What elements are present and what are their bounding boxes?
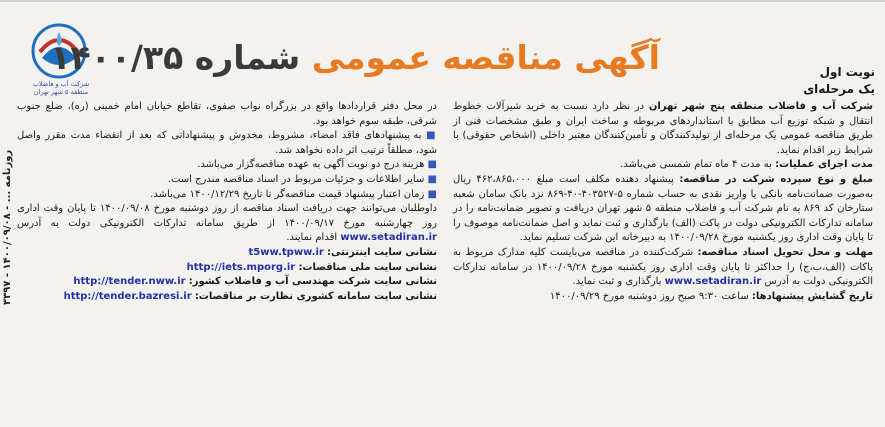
site-3-label: نشانی سایت شرکت مهندسی آب و فاضلاب کشور: <box>188 276 437 288</box>
bullet-3 <box>17 173 437 188</box>
site-2-label: نشانی سایت ملی مناقصات: <box>298 261 437 273</box>
duration-label: مدت اجرای عملیات: <box>775 159 873 171</box>
title-prefix: آگهی مناقصه عمومی <box>311 38 660 77</box>
site-3-link[interactable]: http://tender.nww.ir <box>73 276 186 288</box>
site-4-link[interactable]: http://tender.bazresi.ir <box>63 290 192 302</box>
deposit-paragraph <box>453 173 873 246</box>
setad-link[interactable]: www.setadiran.ir <box>664 276 762 288</box>
round-tag: نوبت اول <box>819 65 875 79</box>
bullet-icon: ■ <box>424 188 437 200</box>
intro-paragraph <box>453 100 873 158</box>
site-row-2 <box>17 261 437 276</box>
side-newspaper-stamp: روزنامه ... - ۱۴۰۰/۰۹/۰۸ - ۳۳۹۷ <box>2 150 13 306</box>
opening-text: ساعت ۹:۳۰ صبح روز دوشنبه مورخ ۱۴۰۰/۰۹/۲۹ <box>549 290 749 302</box>
documents-text: داوطلبان می‌توانند جهت دریافت اسناد مناقصه از روز دوشنبه مورخ ۱۴۰۰/۰۹/۰۸ تا پایان وقت اداری روز چهارشنبه مورخ ۱۴۰۰/۰۹/۱۷ از طریق سامانه تدارکات الکترونیکی دولت به آدرس <box>17 203 437 229</box>
site-row-4 <box>17 290 437 305</box>
site-row-1 <box>17 246 437 261</box>
bullet-4-text: زمان اعتبار پیشنهاد قیمت مناقصه‌گر تا تاریخ ۱۴۰۰/۱۲/۲۹ می‌باشد. <box>150 188 425 200</box>
stage-tag: یک مرحله‌ای <box>803 82 875 96</box>
deadline-paragraph <box>453 246 873 290</box>
left-column <box>17 100 437 304</box>
org-name: شرکت آب و فاضلاب منطقه ۵ شهر تهران <box>32 80 90 96</box>
company-name: شرکت آب و فاضلاب منطقه پنج شهر تهران <box>648 101 873 112</box>
bullet-icon: ■ <box>424 173 437 185</box>
duration-paragraph <box>453 158 873 173</box>
site-1-label: نشانی سایت اینترنتی: <box>327 246 437 258</box>
bullet-1 <box>17 129 437 158</box>
bullet-icon: ■ <box>421 130 437 142</box>
bullet-2 <box>17 158 437 173</box>
intro-text: در نظر دارد نسبت به خرید شیرآلات خطوط انتقال و شبکه توزیع آب مطابق با استانداردهای مربوطه و ساخت ایران و طبق مشخصات فنی از طریق مناقصه عمومی یک مرحله‌ای از تولیدکنندگان و تأمین‌کنندگان معتبر داخلی (اشخاص حقوقی) با شرایط زیر اقدام نماید. <box>453 101 873 156</box>
bullet-2-text: هزینه درج دو نوبت آگهی به عهده مناقصه‌گزار می‌باشد. <box>197 159 425 171</box>
opening-paragraph <box>453 290 873 305</box>
bullet-1-text: به پیشنهادهای فاقد امضاء، مشروط، مخدوش و پیشنهاداتی که بعد از انقضاء مدت مقرر واصل شود، مطلقاً ترتیب اثر داده نخواهد شد. <box>17 130 437 156</box>
location-paragraph: در محل دفتر قراردادها واقع در بزرگراه نواب صفوی، تقاطع خیابان امام خمینی (ره)، ضلع جنوب شرقی، طبقه سوم خواهد بود. <box>17 101 437 127</box>
title-number: شماره ۱۴۰۰/۳۵ <box>50 38 301 77</box>
deadline-label: مهلت و محل تحویل اسناد مناقصه: <box>697 246 874 258</box>
deadline-text: شرکت‌کننده در مناقصه می‌بایست کلیه مدارک مربوط به پاکات (الف،ب،ج) را حداکثر تا پایان وقت اداری روز یکشنبه مورخ ۱۴۰۰/۰۹/۲۸ در سامانه تدارکات الکترونیکی دولت به آدرس <box>453 246 874 288</box>
deposit-text: پیشنهاد دهنده مکلف است مبلغ ۴۶۲،۸۶۵،۰۰۰ ریال به‌صورت ضمانت‌نامه بانکی یا واریز نقدی به حساب شماره ۵-۴۰۳۵۲۷-۴۰-۸۶۹ نزد بانک سامان شعبه ستارخان کد ۸۶۹ به نام شرکت آب و فاضلاب منطقه ۵ شهر تهران دریافت و تصویر ضمانت‌نامه را در سامانه تدارکات الکترونیکی دولت در پاکت (الف) بارگذاری و ثبت نماید و اصل ضمانت‌نامه موصوف را تا پایان وقت اداری روز یکشنبه مورخ ۱۴۰۰/۰۹/۲۸ به دبیرخانه این شرکت تسلیم نماید. <box>453 173 874 244</box>
site-1-link[interactable]: t5ww.tpww.ir <box>248 246 324 258</box>
opening-label: تاریخ گشایش پیشنهادها: <box>751 290 873 302</box>
deposit-label: مبلغ و نوع سپرده شرکت در مناقصه: <box>679 173 873 185</box>
page-title <box>50 38 660 77</box>
setad-link-2[interactable]: www.setadiran.ir <box>340 232 437 244</box>
duration-text: به مدت ۴ ماه تمام شمسی می‌باشد. <box>620 159 772 171</box>
deadline-end: بارگذاری و ثبت نماید. <box>572 276 662 288</box>
bullet-4 <box>17 188 437 203</box>
site-4-label: نشانی سایت سامانه کشوری نظارت بر مناقصات: <box>194 290 437 302</box>
right-column <box>453 100 873 304</box>
documents-paragraph <box>17 202 437 246</box>
bullet-icon: ■ <box>424 159 437 171</box>
bullet-3-text: سایر اطلاعات و جزئیات مربوط در اسناد مناقصه مندرج است. <box>167 173 425 185</box>
site-2-link[interactable]: http://iets.mporg.ir <box>186 261 296 273</box>
documents-end: اقدام نمایند. <box>286 232 338 244</box>
site-row-3 <box>17 275 437 290</box>
